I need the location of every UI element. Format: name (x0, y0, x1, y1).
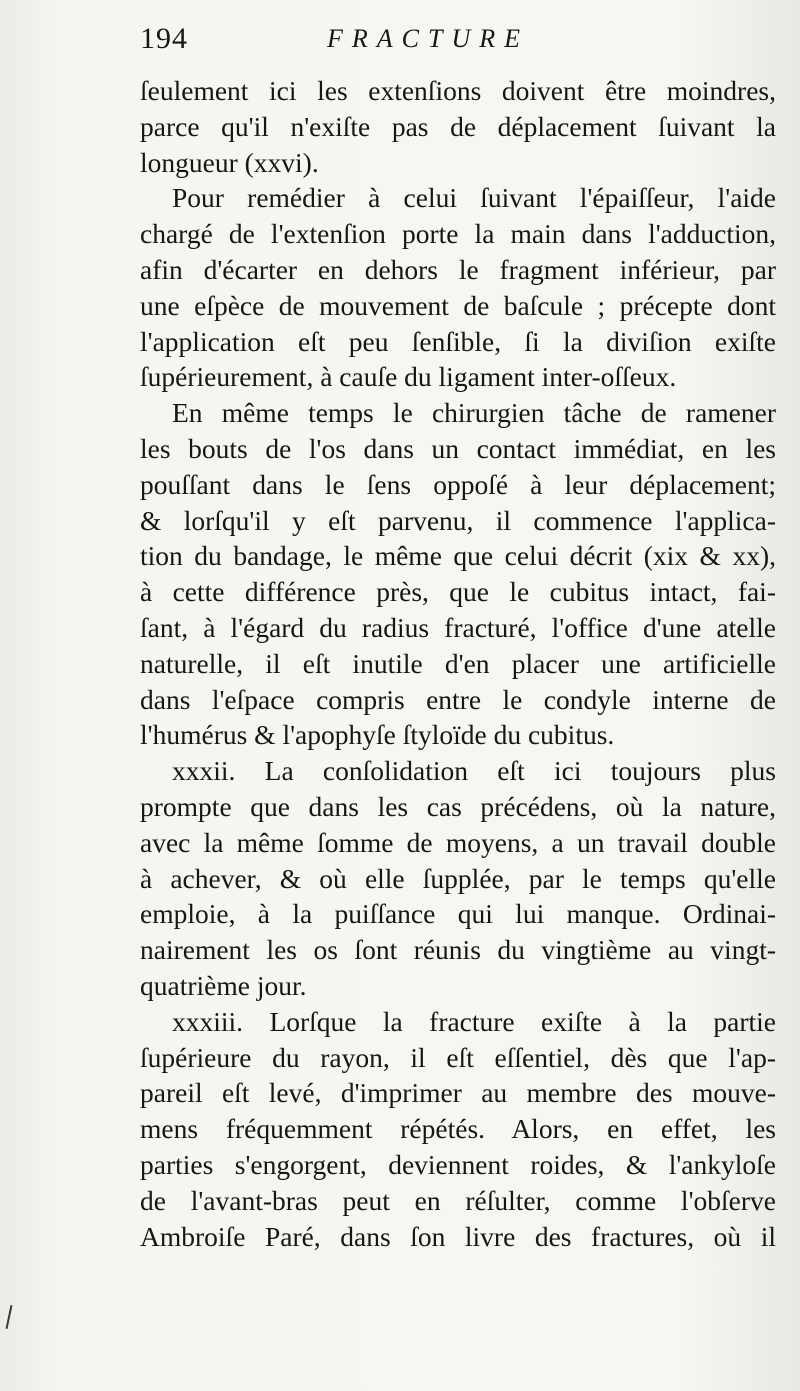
paragraph-start: Pour remédier à celui ſuivant l'épaiſſeur, l'aide (172, 182, 776, 214)
text-line: ſant, à l'égard du radius fracturé, l'office d'une atelle (140, 611, 776, 643)
text-line: prompte que dans les cas précédens, où la nature, (140, 790, 776, 822)
text-line: avec la même ſomme de moyens, a un travail double (140, 826, 776, 858)
text-line: à cette différence près, que le cubitus intact, fai- (140, 576, 776, 608)
running-head: FRACTURE (327, 24, 529, 53)
text-line: emploie, à la puiſſance qui lui manque. Ordinai- (140, 898, 776, 930)
text-line: pouſſant dans le ſens oppoſé à leur déplacement; (140, 468, 776, 500)
text-line: tion du bandage, le même que celui décrit (xix & xx), (140, 540, 776, 572)
text-line: dans l'eſpace compris entre le condyle interne de (140, 683, 776, 715)
text-line: l'application eſt peu ſenſible, ſi la diviſion exiſte (140, 325, 776, 357)
text-line: nairement les os ſont réunis du vingtième au vingt- (140, 934, 776, 966)
text-line: les bouts de l'os dans un contact immédiat, en les (140, 432, 776, 464)
section-xxxii-start: xxxii. La conſolidation eſt ici toujours plus (172, 755, 776, 787)
text-line: quatrième jour. (140, 969, 307, 1001)
text-line: mens fréquemment répétés. Alors, en effet, les (140, 1113, 776, 1145)
text-line: ſupérieure du rayon, il eſt eſſentiel, dès que l'ap- (140, 1041, 776, 1073)
text-line: l'humérus & l'apophyſe ſtyloïde du cubitus. (140, 719, 615, 751)
text-line: longueur (xxvi). (140, 146, 319, 178)
text-line: Ambroiſe Paré, dans ſon livre des fractures, où il (140, 1220, 776, 1252)
text-line: naturelle, il eſt inutile d'en placer une artificielle (140, 647, 776, 679)
text-line: à achever, & où elle ſupplée, par le temps qu'elle (140, 862, 776, 894)
text-line: pareil eſt levé, d'imprimer au membre des mouve- (140, 1077, 776, 1109)
paragraph-start: En même temps le chirurgien tâche de ramener (172, 397, 776, 429)
text-line: une eſpèce de mouvement de baſcule ; précepte dont (140, 289, 776, 321)
text-line: ſupérieurement, à cauſe du ligament inter-oſſeux. (140, 361, 677, 393)
text-line: & lorſqu'il y eſt parvenu, il commence l'applica- (140, 504, 776, 536)
text-line: de l'avant-bras peut en réſulter, comme l'obſerve (140, 1184, 776, 1216)
text-line: chargé de l'extenſion porte la main dans l'adduction, (140, 218, 776, 250)
page-number: 194 (140, 22, 188, 55)
text-line: parties s'engorgent, deviennent roides, & l'ankyloſe (140, 1148, 776, 1180)
page-header (140, 22, 770, 62)
text-line: ſeulement ici les extenſions doivent être moindres, (140, 75, 776, 106)
margin-mark (6, 1305, 13, 1329)
body-text (140, 73, 776, 1254)
section-xxxiii-start: xxxiii. Lorſque la fracture exiſte à la partie (172, 1005, 776, 1037)
text-line: parce qu'il n'exiſte pas de déplacement ſuivant la (140, 110, 776, 142)
text-line: afin d'écarter en dehors le fragment inférieur, par (140, 253, 776, 285)
